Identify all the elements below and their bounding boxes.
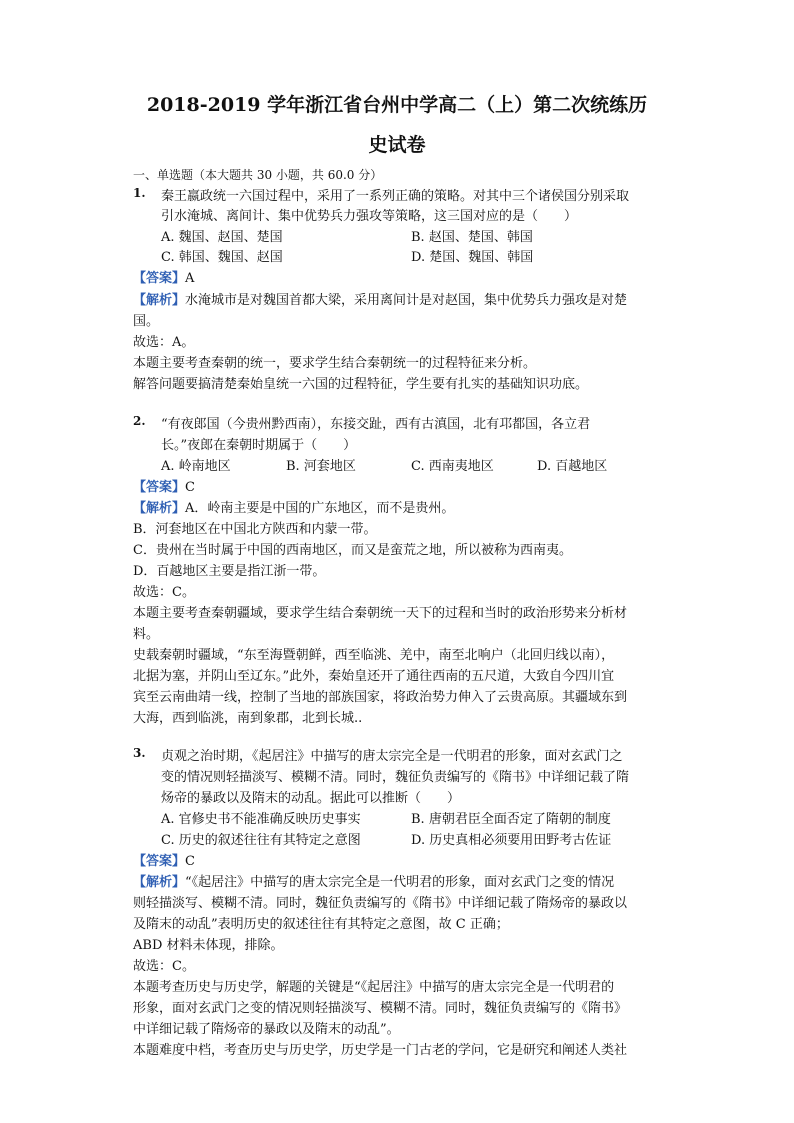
- page-title-continued: 史试卷: [368, 134, 426, 156]
- analysis-text: 北据为塞，并阴山至辽东。”此外，秦始皇还开了通往西南的五尺道，大致自今四川宜: [133, 669, 615, 684]
- answer-value: A: [185, 271, 195, 286]
- analysis-text: B．河套地区在中国北方陕西和内蒙一带。: [133, 522, 377, 537]
- analysis-text: 大海，西到临洮，南到象郡，北到长城..: [133, 711, 363, 726]
- analysis-text: 国。: [133, 314, 160, 329]
- page-title: 2018-2019 学年浙江省台州中学高二（上）第二次统练历: [146, 94, 648, 116]
- question-number: 1.: [133, 186, 146, 200]
- answer-line: [133, 853, 195, 871]
- question-number: 2.: [133, 414, 146, 428]
- answer-tag: 【答案】: [133, 480, 186, 495]
- analysis-text: 本题考查历史与历史学，解题的关键是“《起居注》中描写的唐太宗完全是一代明君的: [133, 980, 615, 995]
- option-c: C. 历史的叙述往往有其特定之意图: [161, 833, 361, 848]
- analysis-text: 解答问题要搞清楚秦始皇统一六国的过程特征，学生要有扎实的基础知识功底。: [133, 377, 589, 392]
- analysis-tag: 【解析】: [133, 501, 186, 516]
- question-stem-line: 长。”夜郎在秦朝时期属于（ ）: [161, 438, 357, 453]
- analysis-text: 史载秦朝时疆域，“东至海暨朝鲜，西至临洮、羌中，南至北响户（北回归线以南），: [133, 648, 615, 663]
- answer-tag: 【答案】: [133, 271, 186, 286]
- question-number: 3.: [133, 746, 146, 760]
- question-stem-line: 引水淹城、离间计、集中优势兵力强攻等策略，这三国对应的是（ ）: [161, 209, 578, 224]
- answer-value: C: [185, 480, 195, 495]
- option-a: A. 岭南地区: [161, 459, 231, 474]
- option-c: C. 韩国、魏国、赵国: [161, 250, 283, 265]
- answer-line: [133, 479, 195, 497]
- analysis-text: 本题主要考查秦朝的统一，要求学生结合秦朝统一的过程特征来分析。: [133, 356, 537, 371]
- option-a: A. 官修史书不能准确反映历史事实: [161, 812, 361, 827]
- answer-tag: 【答案】: [133, 854, 186, 869]
- analysis-text: C．贵州在当时属于中国的西南地区，而又是蛮荒之地，所以被称为西南夷。: [133, 543, 572, 558]
- analysis-tag: 【解析】: [133, 875, 186, 890]
- analysis-line: [133, 292, 627, 310]
- question-stem-line: 秦王嬴政统一六国过程中，采用了一系列正确的策略。对其中三个诸侯国分别采取: [161, 189, 630, 204]
- analysis-text: 水淹城市是对魏国首都大梁，采用离间计是对赵国，集中优势兵力强攻是对楚: [185, 293, 628, 308]
- option-d: D. 百越地区: [537, 459, 608, 474]
- question-stem-line: “有夜郎国（今贵州黔西南），东接交趾，西有古滇国，北有邛都国，各立君: [161, 417, 591, 432]
- analysis-text: 本题难度中档，考查历史与历史学，历史学是一门古老的学问，它是研究和阐述人类社: [133, 1043, 628, 1058]
- analysis-text: 中详细记载了隋炀帝的暴政以及隋末的动乱”。: [133, 1022, 400, 1037]
- analysis-tag: 【解析】: [133, 293, 186, 308]
- analysis-line: [133, 874, 614, 892]
- analysis-text: 故选：C。: [133, 959, 195, 974]
- option-d: D. 楚国、魏国、韩国: [411, 250, 534, 265]
- analysis-text: 则轻描淡写、模糊不清。同时，魏征负责编写的《隋书》中详细记载了隋炀帝的暴政以: [133, 896, 628, 911]
- analysis-text: 及隋末的动乱”表明历史的叙述往往有其特定之意图，故 C 正确；: [133, 917, 509, 932]
- answer-line: [133, 270, 194, 288]
- analysis-text: 料。: [133, 627, 160, 642]
- option-c: C. 西南夷地区: [411, 459, 494, 474]
- analysis-text: A．岭南主要是中国的广东地区，而不是贵州。: [185, 501, 455, 516]
- option-b: B. 唐朝君臣全面否定了隋朝的制度: [411, 812, 611, 827]
- question-stem-line: 贞观之治时期，《起居注》中描写的唐太宗完全是一代明君的形象，面对玄武门之: [161, 749, 623, 764]
- analysis-text: 故选：C。: [133, 585, 195, 600]
- analysis-text: 形象，面对玄武门之变的情况则轻描淡写、模糊不清。同时，魏征负责编写的《隋书》: [133, 1001, 628, 1016]
- analysis-text: 故选：A。: [133, 335, 195, 350]
- option-b: B. 河套地区: [286, 459, 356, 474]
- answer-value: C: [185, 854, 195, 869]
- section-header: 一、单选题（本大题共 30 小题，共 60.0 分）: [133, 168, 383, 182]
- option-b: B. 赵国、楚国、韩国: [411, 230, 533, 245]
- analysis-text: 本题主要考查秦朝疆域，要求学生结合秦朝统一天下的过程和当时的政治形势来分析材: [133, 606, 628, 621]
- question-stem-line: 变的情况则轻描淡写、模糊不清。同时，魏征负责编写的《隋书》中详细记载了隋: [161, 770, 630, 785]
- analysis-line: [133, 500, 454, 518]
- analysis-text: ABD 材料未体现，排除。: [133, 938, 284, 953]
- question-stem-line: 炀帝的暴政以及隋末的动乱。据此可以推断（ ）: [161, 791, 461, 806]
- analysis-text: “《起居注》中描写的唐太宗完全是一代明君的形象，面对玄武门之变的情况: [185, 875, 615, 890]
- analysis-text: D．百越地区主要是指江浙一带。: [133, 564, 326, 579]
- option-d: D. 历史真相必须要用田野考古佐证: [411, 833, 612, 848]
- option-a: A. 魏国、赵国、楚国: [161, 230, 283, 245]
- analysis-text: 宾至云南曲靖一线，控制了当地的部族国家，将政治势力伸入了云贵高原。其疆域东到: [133, 690, 628, 705]
